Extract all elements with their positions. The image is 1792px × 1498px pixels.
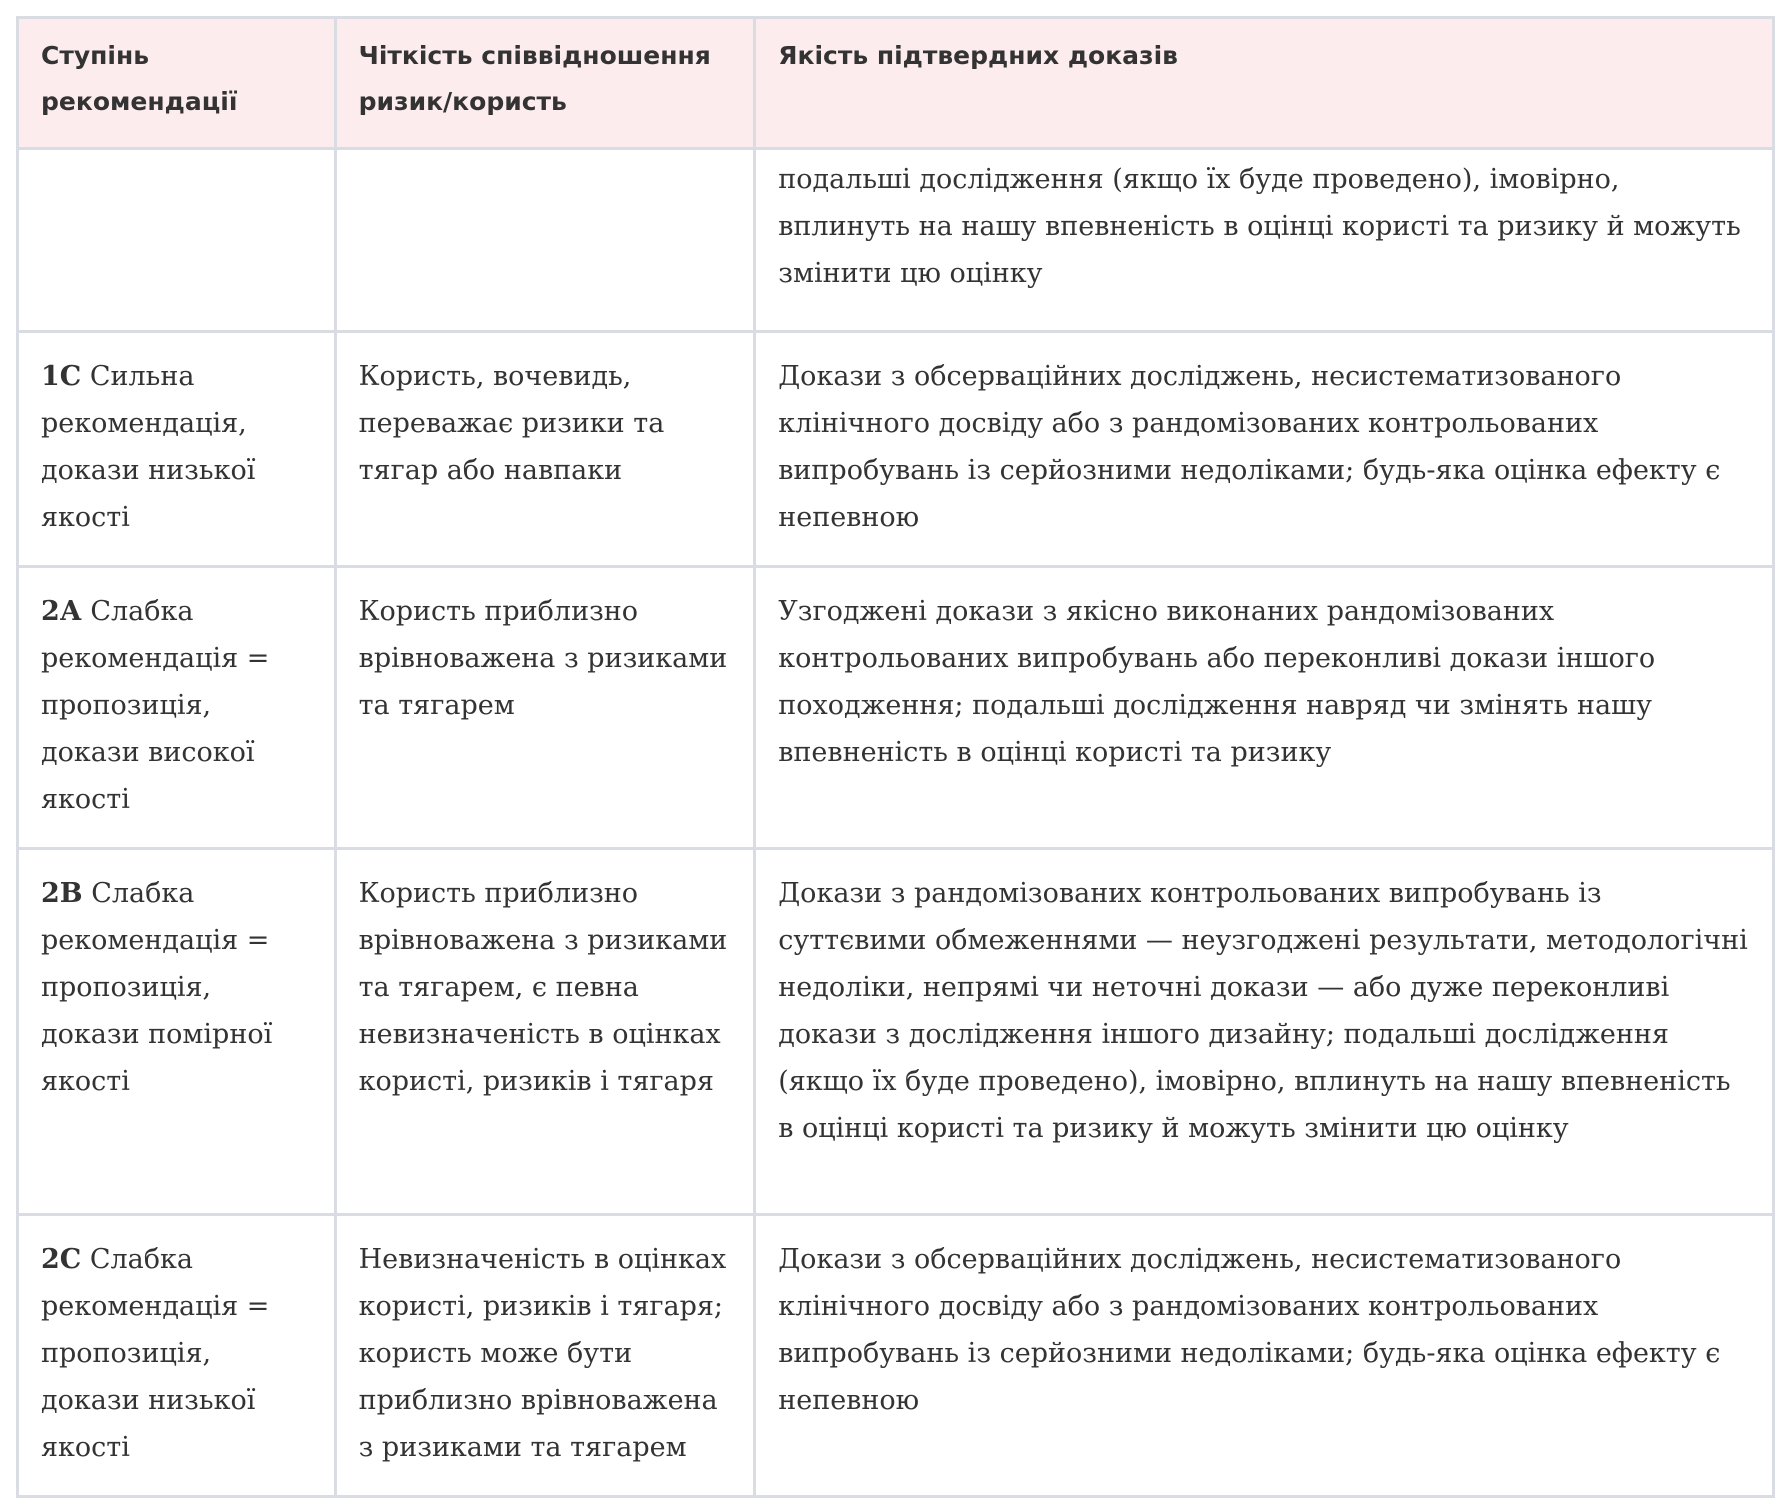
table-row-2c [18, 1215, 1774, 1497]
grade-cell [18, 567, 336, 849]
evidence-cell: Докази з обсерваційних досліджень, несистематизованого клінічного досвіду або з рандомізованих контрольованих випробувань із серйозними недоліками; будь-яка оцінка ефекту є непевною [755, 1215, 1774, 1497]
evidence-cell: Докази з обсерваційних досліджень, несистематизованого клінічного досвіду або з рандомізованих контрольованих випробувань із серйозними недоліками; будь-яка оцінка ефекту є непевною [755, 332, 1774, 567]
evidence-cell: подальші дослідження (якщо їх буде проведено), імовірно, вплинуть на нашу впевненість в оцінці користі та ризику й можуть змінити цю оцінку [755, 149, 1774, 332]
grade-cell [18, 849, 336, 1215]
grade-cell [18, 1215, 336, 1497]
grade-cell [18, 149, 336, 332]
grade-code: 2В [41, 878, 83, 909]
table-header-row [18, 18, 1774, 149]
table-row-2a [18, 567, 1774, 849]
evidence-cell: Узгоджені докази з якісно виконаних рандомізованих контрольованих випробувань або переконливі докази іншого походження; подальші дослідження навряд чи змінять нашу впевненість в оцінці користі та ризику [755, 567, 1774, 849]
header-clarity: Чіткість співвідношення ризик/користь [335, 18, 755, 149]
clarity-cell: Користь приблизно врівноважена з ризиками та тягарем [335, 567, 755, 849]
recommendation-grades-table [16, 16, 1775, 1498]
clarity-cell: Користь, вочевидь, переважає ризики та тягар або навпаки [335, 332, 755, 567]
table-row-1c [18, 332, 1774, 567]
table-row-continuation [18, 149, 1774, 332]
grade-code: 2А [41, 596, 82, 627]
evidence-cell: Докази з рандомізованих контрольованих випробувань із суттєвими обмеженнями — неузгоджені результати, методологічні недоліки, непрямі чи неточні докази — або дуже переконливі докази з дослідження іншого дизайну; подальші дослідження (якщо їх буде проведено), імовірно, вплинуть на нашу впевненість в оцінці користі та ризику й можуть змінити цю оцінку [755, 849, 1774, 1215]
clarity-cell: Користь приблизно врівноважена з ризиками та тягарем, є певна невизначеність в оцінках користі, ризиків і тягаря [335, 849, 755, 1215]
grade-text: Слабка рекомендація = пропозиція, докази низької якості [41, 1244, 270, 1463]
grade-code: 2С [41, 1244, 82, 1275]
clarity-cell: Невизначеність в оцінках користі, ризиків і тягаря; користь може бути приблизно врівноважена з ризиками та тягарем [335, 1215, 755, 1497]
grade-text: Слабка рекомендація = пропозиція, докази помірної якості [41, 878, 273, 1097]
grade-text: Сильна рекомендація, докази низької якості [41, 361, 256, 533]
clarity-cell [335, 149, 755, 332]
header-evidence: Якість підтвердних доказів [755, 18, 1774, 149]
grade-text: Слабка рекомендація = пропозиція, докази високої якості [41, 596, 270, 815]
grade-cell [18, 332, 336, 567]
recommendation-grades-table-container [16, 16, 1775, 1498]
header-grade: Ступінь рекомендації [18, 18, 336, 149]
table-row-2b [18, 849, 1774, 1215]
grade-code: 1С [41, 361, 82, 392]
